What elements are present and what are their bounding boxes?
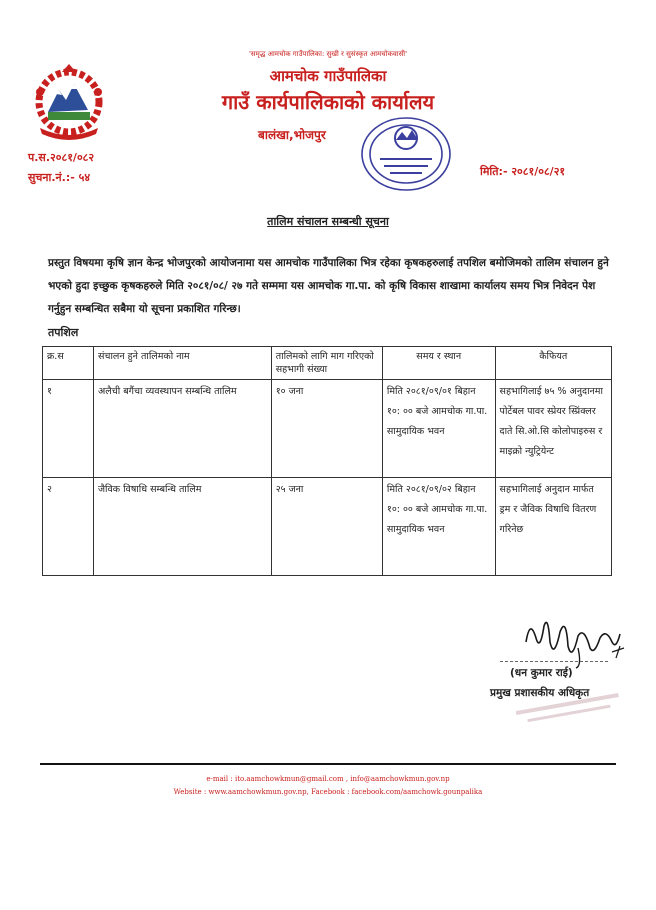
header-remarks: कैफियत <box>495 347 611 380</box>
table-title: तपशिल <box>48 326 79 339</box>
cell-training-name: अलैची बगैंचा व्यवस्थापन सम्बन्धि तालिम <box>93 380 271 478</box>
cell-participants: १० जना <box>271 380 382 478</box>
table-row <box>43 380 612 478</box>
cell-training-name: जैविक विषाधि सम्बन्धि तालिम <box>93 478 271 576</box>
notice-date: मिति:- २०८१/०८/२१ <box>480 165 566 178</box>
cell-serial: १ <box>43 380 94 478</box>
letterhead-tagline: 'समृद्ध आमचोक गाउँपालिका: सुखी र सुसंस्कृत आमचोकवासी' <box>248 50 408 58</box>
cell-time-place: मिति २०८१/०९/०२ बिहान १०: ०० बजे आमचोक गा.पा. सामुदायिक भवन <box>382 478 495 576</box>
cell-participants: २५ जना <box>271 478 382 576</box>
cell-time-place: मिति २०८१/०९/०१ बिहान १०: ०० बजे आमचोक गा.पा. सामुदायिक भवन <box>382 380 495 478</box>
office-name: गाउँ कार्यपालिकाको कार्यालय <box>221 90 435 114</box>
signature-line <box>500 661 608 662</box>
office-address: बालंखा,भोजपुर <box>258 128 326 142</box>
office-stamp-seal <box>358 112 454 196</box>
cell-remarks: सहभागिलाई अनुदान मार्फत ड्रम र जैविक विषाधि वितरण गरिनेछ <box>495 478 611 576</box>
header-participants: तालिमको लागि माग गरिएको सहभागी संख्या <box>271 347 382 380</box>
footer-email: e-mail : ito.aamchowkmun@gmail.com , info@aamchowkmun.gov.np <box>206 775 450 783</box>
notice-number: सुचना.नं.:- ५४ <box>28 171 91 184</box>
table-row <box>43 478 612 576</box>
cell-serial: २ <box>43 478 94 576</box>
notice-body: प्रस्तुत विषयमा कृषि ज्ञान केन्द्र भोजपुरको आयोजनामा यस आमचोक गाउँपालिका भित्र रहेका कृषकहरुलाई तपशिल बमोजिमको तालिम संचालन हुने भएको हुदा इच्छुक कृषकहरुले मिति २०८१/०८/ २७ गते सम्ममा यस आमचोक गा.पा. को कृषि विकास शाखामा कार्यालय समय भित्र निवेदन पेश गर्नुहुन सम्बन्धित सबैमा यो सूचना प्रकाशित गरिन्छ। <box>48 257 609 315</box>
header-training-name: संचालन हुने तालिमको नाम <box>93 347 271 380</box>
signatory-name: (धन कुमार राई) <box>510 667 573 679</box>
footer-website: Website : www.aamchowkmun.gov.np, Facebook : facebook.com/aamchowk.gounpalika <box>173 788 483 796</box>
signatory-title: प्रमुख प्रशासकीय अधिकृत <box>490 687 590 699</box>
notice-subject: तालिम संचालन सम्बन्धी सूचना <box>267 215 389 228</box>
training-table <box>42 346 612 576</box>
reference-number: प.स.२०८१/०८२ <box>28 151 95 164</box>
table-header-row <box>43 347 612 380</box>
header-serial: क्र.स <box>43 347 94 380</box>
cell-remarks: सहभागिलाई ७५ % अनुदानमा पोर्टेबल पावर स्प्रेयर स्प्रिंक्लर दाते सि.ओ.सि कोलोपाइरुस र माइक्रो न्युट्रियेन्ट <box>495 380 611 478</box>
faded-stamp-impression <box>508 688 628 728</box>
municipality-name: आमचोक गाउँपालिका <box>269 67 387 85</box>
footer-divider <box>40 763 616 765</box>
header-time-place: समय र स्थान <box>382 347 495 380</box>
